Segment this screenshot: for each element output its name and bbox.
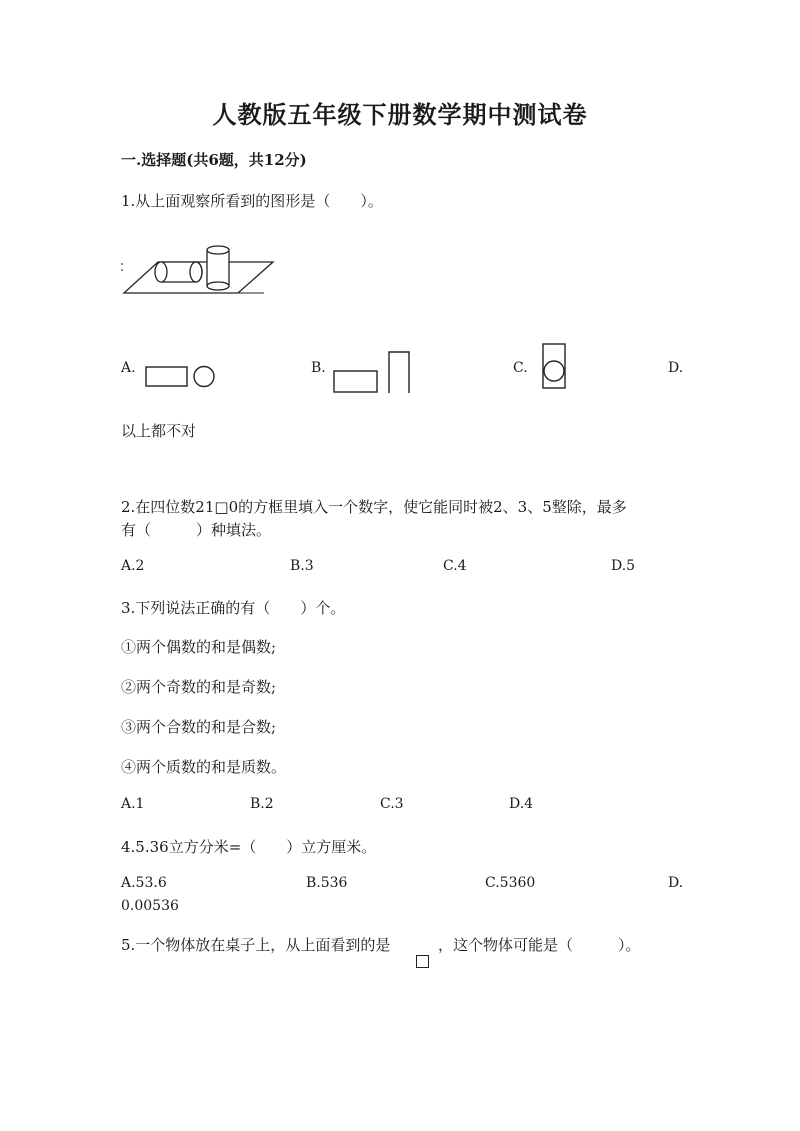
q5-square-figure bbox=[416, 955, 429, 968]
q4-option-c: C.5360 bbox=[485, 875, 536, 891]
q1-option-b: B. bbox=[311, 360, 326, 376]
q3-statement-1: ①两个偶数的和是偶数; bbox=[121, 638, 277, 656]
q2-option-d: D.5 bbox=[611, 558, 636, 574]
q3-option-a: A.1 bbox=[121, 796, 145, 812]
question-1-figure bbox=[118, 242, 278, 298]
question-5-text-before: 5.一个物体放在桌子上，从上面看到的是 bbox=[121, 936, 391, 954]
q3-statement-3: ③两个合数的和是合数; bbox=[121, 718, 277, 736]
q1-option-b-figure bbox=[333, 350, 413, 396]
q4-option-b: B.536 bbox=[306, 875, 348, 891]
question-2-line-2: 有（ ）种填法。 bbox=[121, 521, 272, 539]
q2-option-a: A.2 bbox=[121, 558, 145, 574]
q3-option-c: C.3 bbox=[380, 796, 404, 812]
q2-option-c: C.4 bbox=[443, 558, 467, 574]
question-3-text: 3.下列说法正确的有（ ）个。 bbox=[121, 599, 346, 617]
q3-option-d: D.4 bbox=[509, 796, 534, 812]
question-5-text-after: ，这个物体可能是（ ）。 bbox=[438, 936, 641, 954]
question-1-text: 1.从上面观察所看到的图形是（ ）。 bbox=[121, 192, 383, 210]
q3-option-b: B.2 bbox=[250, 796, 274, 812]
q4-option-d: D. bbox=[668, 875, 684, 891]
q1-option-d: D. bbox=[668, 360, 684, 376]
q1-option-c: C. bbox=[513, 360, 528, 376]
q2-option-b: B.3 bbox=[290, 558, 314, 574]
q1-option-d-text: 以上都不对 bbox=[121, 422, 197, 440]
q4-option-d-value: 0.00536 bbox=[121, 898, 179, 914]
question-4-text: 4.5.36立方分米=（ ）立方厘米。 bbox=[121, 838, 377, 856]
question-2-line-1: 2.在四位数21□0的方框里填入一个数字，使它能同时被2、3、5整除，最多 bbox=[121, 498, 627, 516]
page-title: 人教版五年级下册数学期中测试卷 bbox=[212, 100, 588, 129]
q1-option-a: A. bbox=[121, 360, 136, 376]
q1-option-a-figure bbox=[145, 364, 220, 390]
q1-option-c-figure bbox=[542, 343, 568, 391]
q3-statement-2: ②两个奇数的和是奇数; bbox=[121, 678, 277, 696]
section-heading: 一.选择题(共6题，共12分) bbox=[121, 151, 307, 169]
q3-statement-4: ④两个质数的和是质数。 bbox=[121, 758, 287, 776]
q4-option-a: A.53.6 bbox=[121, 875, 167, 891]
